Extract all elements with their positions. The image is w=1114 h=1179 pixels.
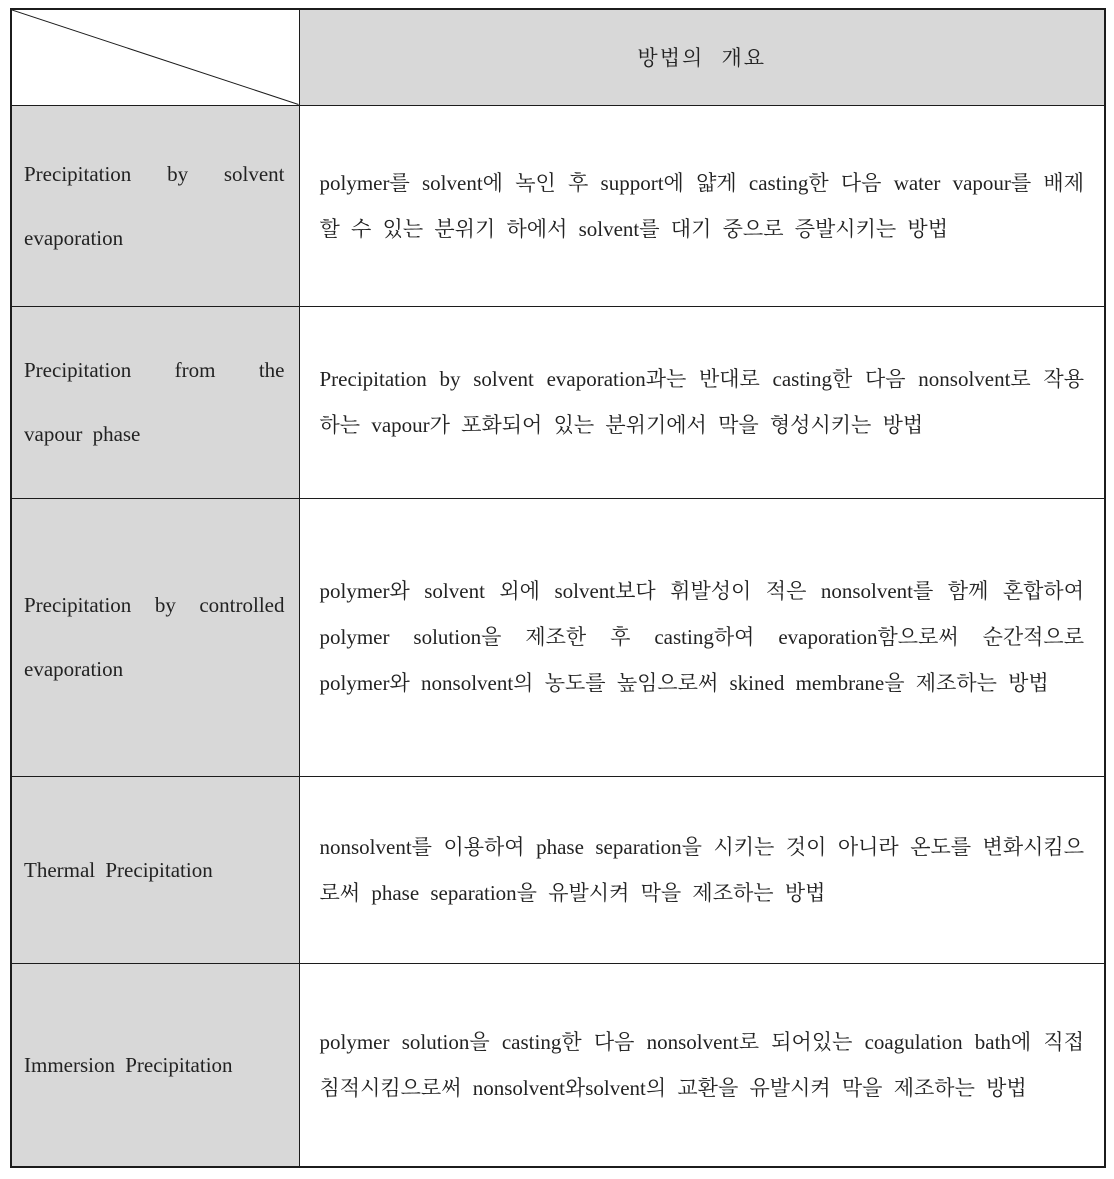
method-name-cell: Immersion Precipitation bbox=[11, 963, 299, 1167]
method-name-cell: Thermal Precipitation bbox=[11, 776, 299, 963]
diagonal-divider-line bbox=[12, 10, 299, 105]
method-name-cell: Precipitation from the vapour phase bbox=[11, 306, 299, 498]
table-row bbox=[11, 776, 1105, 963]
membrane-methods-table bbox=[10, 8, 1106, 1168]
table-row bbox=[11, 306, 1105, 498]
table-row bbox=[11, 963, 1105, 1167]
method-description-cell: polymer와 solvent 외에 solvent보다 휘발성이 적은 nonsolvent를 함께 혼합하여 polymer solution을 제조한 후 casting하여 evaporation함으로써 순간적으로 polymer와 nonsolvent의 농도를 높임으로써 skined membrane을 제조하는 방법 bbox=[299, 498, 1105, 776]
header-corner-cell bbox=[11, 9, 299, 105]
table-row bbox=[11, 105, 1105, 306]
method-name-cell: Precipitation by solvent evaporation bbox=[11, 105, 299, 306]
method-description-cell: polymer solution을 casting한 다음 nonsolvent로 되어있는 coagulation bath에 직접 침적시킴으로써 nonsolvent와solvent의 교환을 유발시켜 막을 제조하는 방법 bbox=[299, 963, 1105, 1167]
method-description-cell: Precipitation by solvent evaporation과는 반대로 casting한 다음 nonsolvent로 작용하는 vapour가 포화되어 있는 분위기에서 막을 형성시키는 방법 bbox=[299, 306, 1105, 498]
method-description-cell: nonsolvent를 이용하여 phase separation을 시키는 것이 아니라 온도를 변화시킴으로써 phase separation을 유발시켜 막을 제조하는 방법 bbox=[299, 776, 1105, 963]
table-header-row bbox=[11, 9, 1105, 105]
method-name-cell: Precipitation by controlled evaporation bbox=[11, 498, 299, 776]
table-row bbox=[11, 498, 1105, 776]
column-header-overview: 방법의 개요 bbox=[299, 9, 1105, 105]
method-description-cell: polymer를 solvent에 녹인 후 support에 얇게 casting한 다음 water vapour를 배제할 수 있는 분위기 하에서 solvent를 대기 중으로 증발시키는 방법 bbox=[299, 105, 1105, 306]
